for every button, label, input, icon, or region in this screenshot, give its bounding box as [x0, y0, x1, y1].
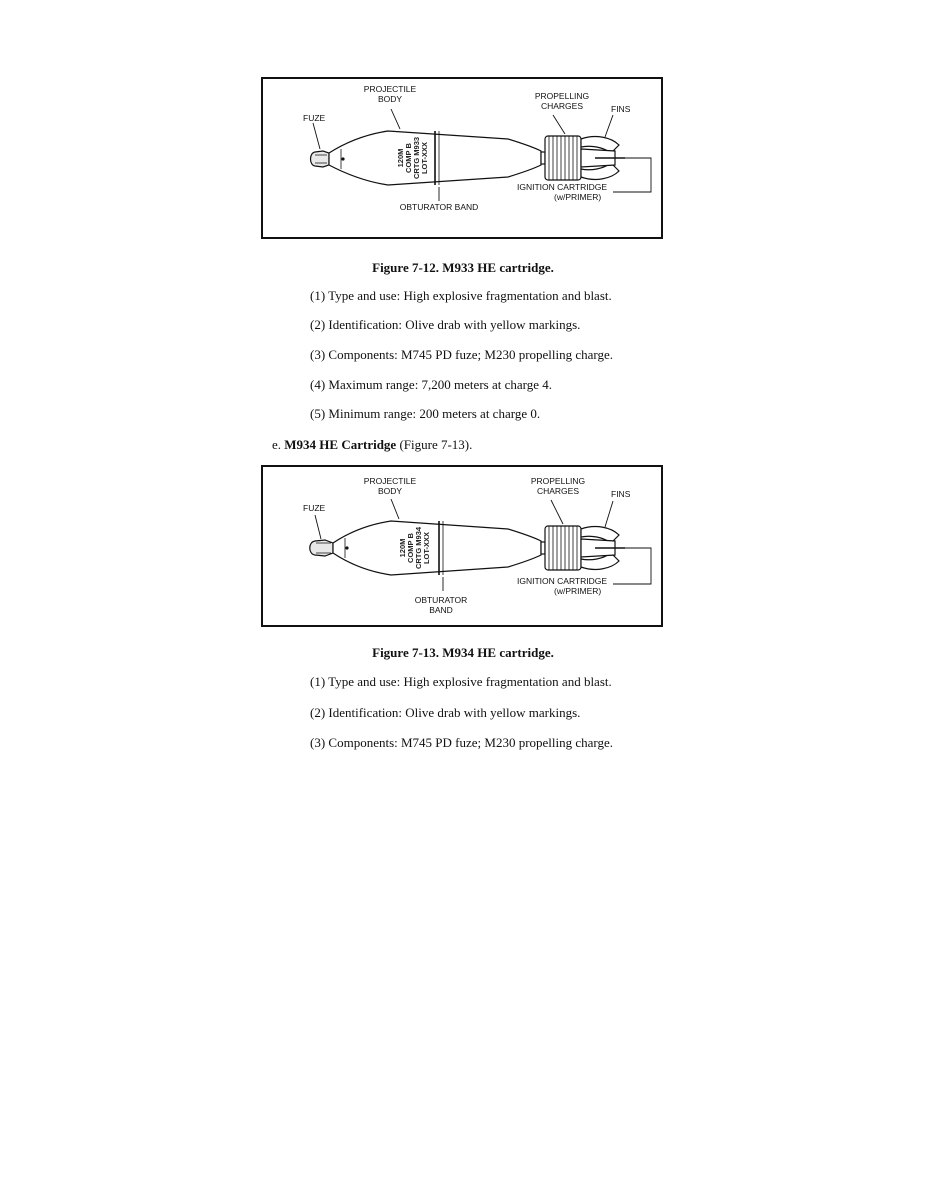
marking-line-4: LOT-XXX [420, 141, 429, 175]
marking-line-2: COMP B [404, 143, 413, 173]
m934-cartridge-diagram [263, 467, 661, 625]
label-propelling: PROPELLING [534, 91, 590, 101]
label-fuze: FUZE [303, 503, 326, 513]
section-heading [272, 437, 472, 453]
label-projectile: PROJECTILE [363, 476, 417, 486]
marking-line-3: CRTG M933 [412, 136, 421, 180]
marking-line-4: LOT-XXX [422, 531, 431, 565]
label-w-primer: (w/PRIMER) [554, 192, 602, 202]
list-item: (4) Maximum range: 7,200 meters at charge 4. [310, 377, 552, 392]
marking-line-3: CRTG M934 [414, 526, 423, 570]
m933-cartridge-diagram [263, 79, 661, 237]
label-fuze: FUZE [303, 113, 326, 123]
section-prefix: e. [272, 437, 285, 452]
label-ignition-cartridge: IGNITION CARTRIDGE [517, 576, 608, 586]
label-charges: CHARGES [540, 101, 584, 111]
figure-caption: Figure 7-12. M933 HE cartridge. [372, 260, 554, 275]
label-body: BODY [377, 486, 403, 496]
label-projectile: PROJECTILE [363, 84, 417, 94]
label-w-primer: (w/PRIMER) [554, 586, 602, 596]
list-item: (3) Components: M745 PD fuze; M230 propelling charge. [310, 735, 614, 750]
list-item: (2) Identification: Olive drab with yellow markings. [310, 317, 581, 332]
label-fins: FINS [611, 104, 631, 114]
marking-line-1: 120M [398, 538, 407, 558]
section-suffix: (Figure 7-13). [396, 437, 473, 452]
figure-7-13 [261, 465, 663, 627]
list-item: (3) Components: M745 PD fuze; M230 propelling charge. [310, 347, 614, 362]
section-title: M934 HE Cartridge [284, 437, 397, 452]
figure-caption: Figure 7-13. M934 HE cartridge. [372, 645, 554, 660]
list-item: (2) Identification: Olive drab with yellow markings. [310, 705, 581, 720]
marking-line-1: 120M [396, 148, 405, 168]
label-fins: FINS [611, 489, 631, 499]
label-band: BAND [429, 605, 453, 615]
label-obturator-band: OBTURATOR BAND [399, 202, 479, 212]
figure-7-12 [261, 77, 663, 239]
label-obturator: OBTURATOR [414, 595, 468, 605]
list-item: (5) Minimum range: 200 meters at charge 0. [310, 406, 541, 421]
label-propelling: PROPELLING [530, 476, 586, 486]
label-body: BODY [377, 94, 403, 104]
label-charges: CHARGES [536, 486, 580, 496]
label-ignition-cartridge: IGNITION CARTRIDGE [517, 182, 608, 192]
marking-line-2: COMP B [406, 533, 415, 563]
list-item: (1) Type and use: High explosive fragmentation and blast. [310, 674, 612, 689]
list-item: (1) Type and use: High explosive fragmentation and blast. [310, 288, 612, 303]
